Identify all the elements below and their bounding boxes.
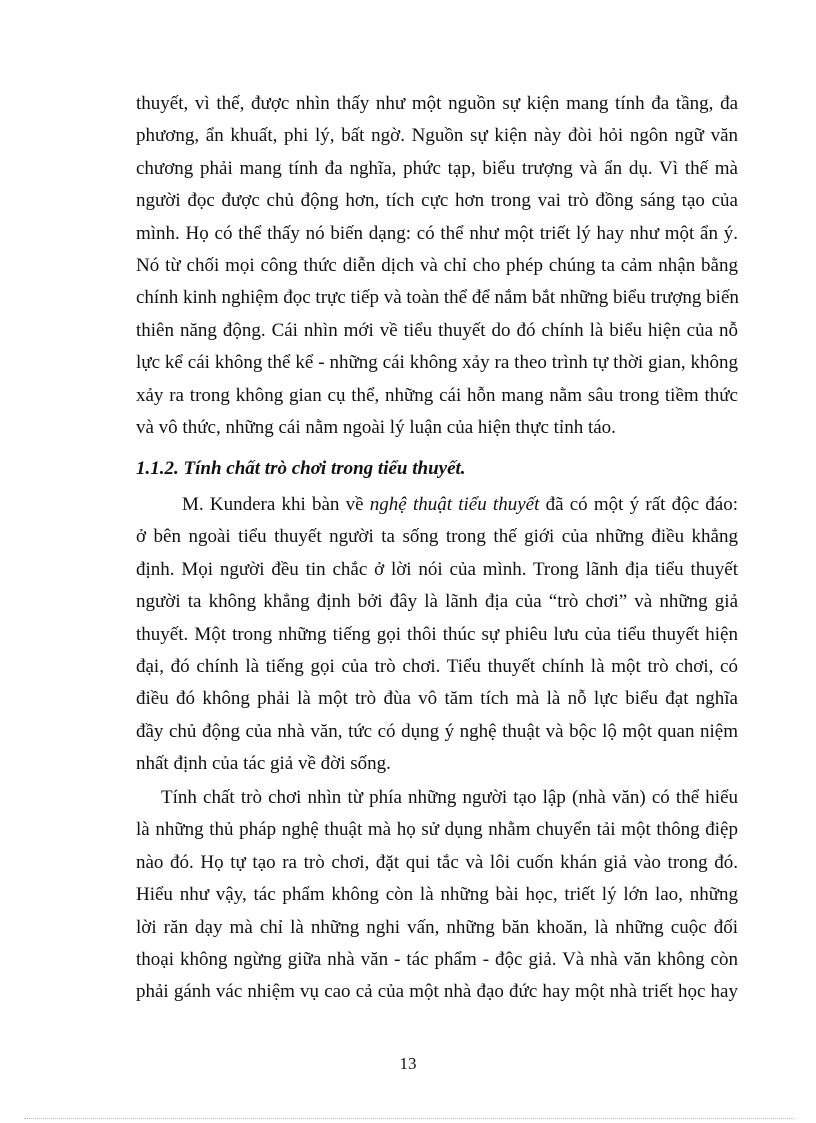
text-line: nhất định của tác giả về đời sống. (136, 753, 391, 775)
text-line: mình. Họ có thể thấy nó biến dạng: có thể như một triết lý hay như một ẩn ý. (136, 222, 738, 244)
text-line: đầy chủ động của nhà văn, tức có dụng ý nghệ thuật và bộc lộ một quan niệm (136, 720, 738, 742)
text-line: thoại không ngừng giữa nhà văn - tác phẩm - độc giả. Và nhà văn không còn (136, 948, 738, 970)
text-line-first: Tính chất trò chơi nhìn từ phía những người tạo lập (nhà văn) có thể hiểu (161, 787, 738, 808)
paragraph-3 (136, 782, 738, 1009)
text-line: người ta không khẳng định bởi đây là lãnh địa của “trò chơi” và những giả (136, 591, 738, 613)
text-line: điều đó không phải là một trò đùa vô tăm tích mà là nỗ lực biểu đạt nghĩa (136, 688, 738, 710)
text-line: định. Mọi người đều tin chắc ở lời nói của mình. Trong lãnh địa tiểu thuyết (136, 558, 738, 580)
text-line: nào đó. Họ tự tạo ra trò chơi, đặt qui tắc và lôi cuốn khán giả vào trong đó. (136, 851, 738, 873)
text-line: đại, đó chính là tiếng gọi của trò chơi. Tiểu thuyết chính là một trò chơi, có (136, 655, 738, 677)
page-number: 13 (399, 1054, 417, 1073)
text-line: lực kể cái không thể kể - những cái không xảy ra theo trình tự thời gian, không (136, 352, 738, 374)
text-segment: M. Kundera khi bàn về (182, 494, 370, 515)
paragraph-2 (136, 489, 738, 781)
section-heading: 1.1.2. Tính chất trò chơi trong tiểu thuyết. (136, 458, 466, 479)
footer-divider (24, 1118, 794, 1119)
text-line: Nó từ chối mọi công thức diễn dịch và chỉ cho phép chúng ta cảm nhận bằng (136, 254, 738, 276)
text-line: người đọc được chủ động hơn, tích cực hơn trong vai trò đồng sáng tạo của (136, 190, 738, 212)
text-line: là những thủ pháp nghệ thuật mà họ sử dụng nhằm chuyển tải một thông điệp (136, 819, 738, 841)
text-line: thiên năng động. Cái nhìn mới về tiểu thuyết do đó chính là biểu hiện của nỗ (136, 319, 738, 341)
text-line: Hiểu như vậy, tác phẩm không còn là những bài học, triết lý lớn lao, những (136, 884, 738, 906)
book-title-italic: nghệ thuật tiểu thuyết (369, 494, 540, 515)
text-line: xảy ra trong không gian cụ thể, những cái hỗn mang nằm sâu trong tiềm thức (136, 384, 738, 406)
text-line: thuyết, vì thế, được nhìn thấy như một nguồn sự kiện mang tính đa tầng, đa (136, 93, 738, 114)
text-line: và vô thức, những cái nằm ngoài lý luận của hiện thực tỉnh táo. (136, 416, 616, 438)
text-line: chính kinh nghiệm đọc trực tiếp và toàn thể để nắm bắt những biểu trượng biến (136, 287, 739, 309)
paragraph-1 (136, 88, 738, 444)
text-segment: đã có một ý rất độc đáo: (539, 494, 738, 515)
text-line: phương, ẩn khuất, phi lý, bất ngờ. Nguồn sự kiện này đòi hỏi ngôn ngữ văn (136, 125, 738, 147)
text-line: ở bên ngoài tiểu thuyết người ta sống trong thế giới của những điều khẳng (136, 526, 738, 548)
text-line: lời răn dạy mà chỉ là những nghi vấn, những băn khoăn, là những cuộc đối (136, 916, 738, 938)
text-line: thuyết. Một trong những tiếng gọi thôi thúc sự phiêu lưu của tiểu thuyết hiện (136, 623, 738, 645)
text-line: phải gánh vác nhiệm vụ cao cả của một nhà đạo đức hay một nhà triết học hay (136, 981, 738, 1003)
text-line-first (136, 489, 738, 521)
text-line: chương phải mang tính đa nghĩa, phức tạp, biểu trượng và ẩn dụ. Vì thế mà (136, 157, 738, 179)
